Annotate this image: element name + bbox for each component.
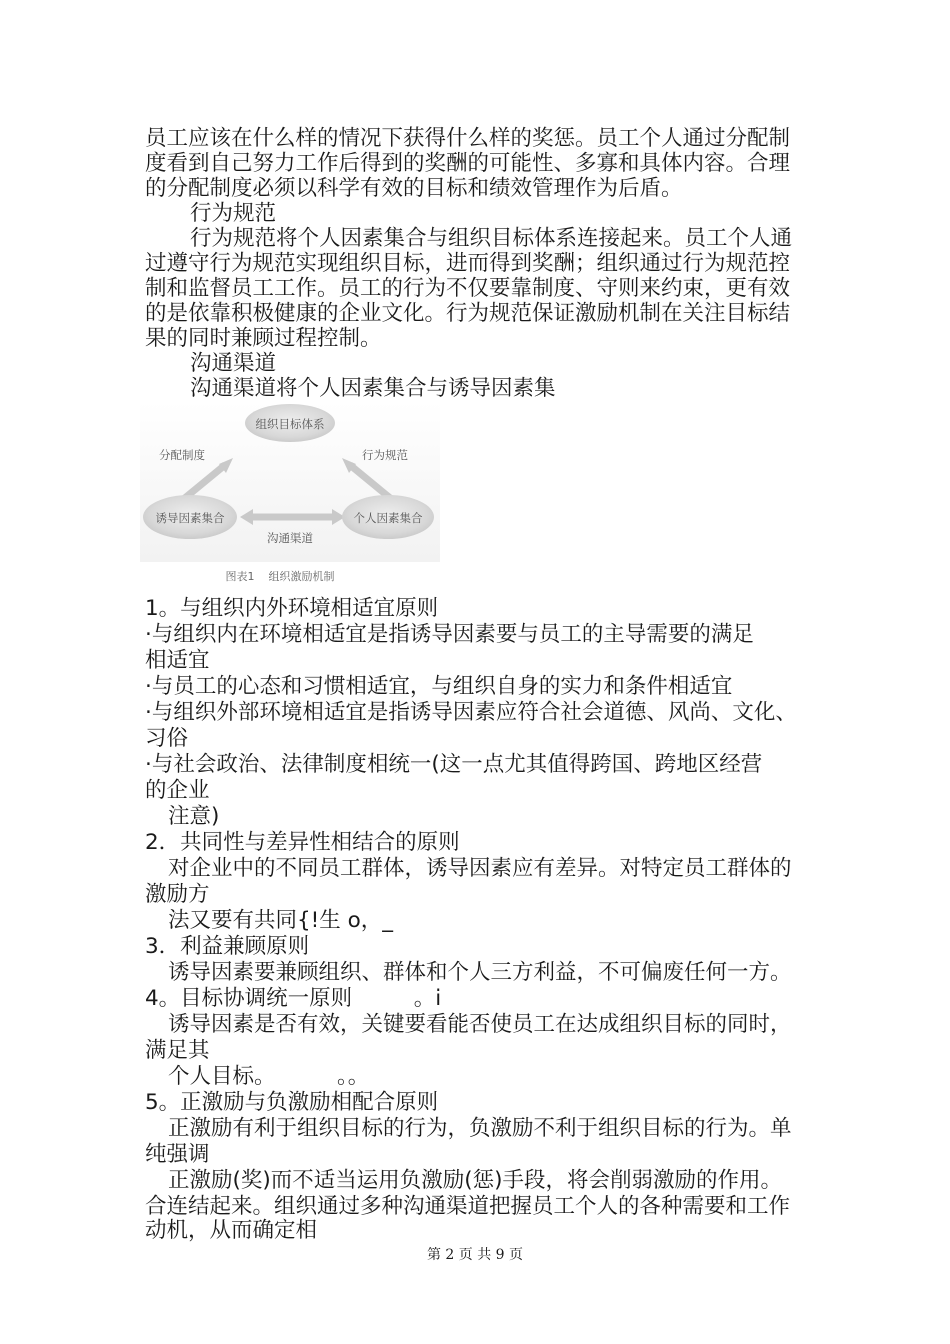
principles-line-12: 激励方 xyxy=(145,882,210,907)
diagram-svg xyxy=(140,402,440,587)
diagram-caption: 图表1 组织激励机制 xyxy=(225,570,335,583)
behavior-line-1: 行为规范将个人因素集合与组织目标体系连接起来。员工个人通 xyxy=(190,226,793,251)
principles-line-9: 注意) xyxy=(168,804,220,829)
principles-line-19: 个人目标。 。。 xyxy=(168,1064,370,1089)
left-arrow-label: 分配制度 xyxy=(159,448,205,462)
node-right-label: 个人因素集合 xyxy=(353,511,423,525)
principles-line-7: ·与社会政治、法律制度相统一(这一点尤其值得跨国、跨地区经营 xyxy=(145,752,763,777)
incentive-mechanism-diagram xyxy=(140,402,440,587)
behavior-line-3: 制和监督员工工作。员工的行为不仅要靠制度、守则来约束，更有效 xyxy=(145,276,791,301)
principles-line-2: ·与组织内在环境相适宜是指诱导因素要与员工的主导需要的满足 xyxy=(145,622,754,647)
node-left-label: 诱导因素集合 xyxy=(155,511,225,525)
right-arrow-label: 行为规范 xyxy=(362,448,408,462)
behavior-line-4: 的是依靠积极健康的企业文化。行为规范保证激励机制在关注目标结 xyxy=(145,301,791,326)
intro-line-1: 员工应该在什么样的情况下获得什么样的奖惩。员工个人通过分配制 xyxy=(145,126,791,151)
principles-line-23: 正激励(奖)而不适当运用负激励(惩)手段，将会削弱激励的作用。 xyxy=(168,1168,783,1193)
principles-line-20: 5。正激励与负激励相配合原则 xyxy=(145,1090,439,1115)
principles-line-11: 对企业中的不同员工群体，诱导因素应有差异。对特定员工群体的 xyxy=(168,856,792,881)
behavior-line-2: 过遵守行为规范实现组织目标，进而得到奖酬；组织通过行为规范控 xyxy=(145,251,791,276)
principles-line-18: 满足其 xyxy=(145,1038,210,1063)
node-top-label: 组织目标体系 xyxy=(255,417,325,431)
principles-line-16: 4。目标协调统一原则 。i xyxy=(145,986,442,1011)
principles-line-6: 习俗 xyxy=(145,726,189,751)
intro-line-2: 度看到自己努力工作后得到的奖酬的可能性、多寡和具体内容。合理 xyxy=(145,151,791,176)
principles-line-4: ·与员工的心态和习惯相适宜，与组织自身的实力和条件相适宜 xyxy=(145,674,733,699)
principles-line-22: 纯强调 xyxy=(145,1142,210,1167)
channel-heading: 沟通渠道 xyxy=(190,351,277,376)
principles-line-15: 诱导因素要兼顾组织、群体和个人三方利益，不可偏废任何一方。 xyxy=(168,960,792,985)
bottom-arrow-label: 沟通渠道 xyxy=(267,531,313,545)
intro-line-3: 的分配制度必须以科学有效的目标和绩效管理作为后盾。 xyxy=(145,176,683,201)
behavior-line-5: 果的同时兼顾过程控制。 xyxy=(145,326,382,351)
closing-line-2: 动机，从而确定相 xyxy=(145,1218,318,1243)
principles-line-5: ·与组织外部环境相适宜是指诱导因素应符合社会道德、风尚、文化、 xyxy=(145,700,797,725)
principles-line-13: 法又要有共同{!生 o，_ xyxy=(168,908,394,933)
page-footer: 第 2 页 共 9 页 xyxy=(426,1247,524,1263)
principles-line-17: 诱导因素是否有效，关键要看能否使员工在达成组织目标的同时， xyxy=(168,1012,792,1037)
closing-line-1: 合连结起来。组织通过多种沟通渠道把握员工个人的各种需要和工作 xyxy=(145,1194,791,1219)
principles-line-8: 的企业 xyxy=(145,778,210,803)
principles-line-10: 2．共同性与差异性相结合的原则 xyxy=(145,830,460,855)
behavior-heading: 行为规范 xyxy=(190,201,277,226)
principles-line-21: 正激励有利于组织目标的行为，负激励不利于组织目标的行为。单 xyxy=(168,1116,792,1141)
principles-line-14: 3．利益兼顾原则 xyxy=(145,934,310,959)
principles-line-3: 相适宜 xyxy=(145,648,210,673)
channel-line: 沟通渠道将个人因素集合与诱导因素集 xyxy=(190,376,556,401)
principles-line-1: 1。与组织内外环境相适宜原则 xyxy=(145,596,439,621)
